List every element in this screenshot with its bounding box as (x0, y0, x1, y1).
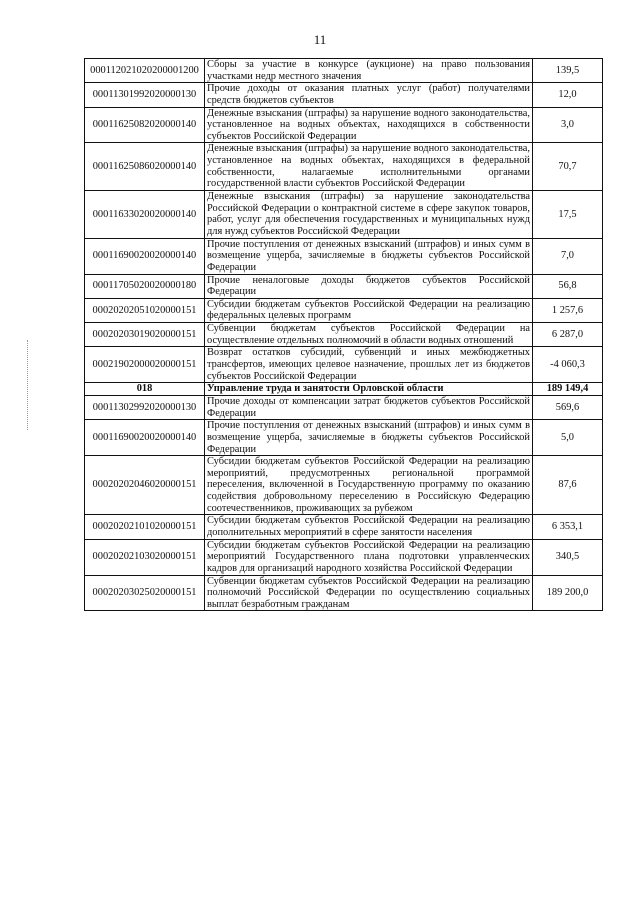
revenue-amount: 17,5 (533, 191, 603, 239)
table-row (85, 420, 603, 456)
revenue-description: Прочие доходы от оказания платных услуг (работ) получателями средств бюджетов субъектов (205, 83, 533, 107)
revenue-amount: 189 200,0 (533, 575, 603, 611)
revenue-amount: 56,8 (533, 274, 603, 298)
page-number: 11 (313, 32, 327, 47)
revenue-amount: 139,5 (533, 59, 603, 83)
revenue-description: Денежные взыскания (штрафы) за нарушение водного законодательства, установленное на водных объектах, находящихся в федеральной собственности, налагаемые исполнительными органами государственной власти субъектов Российской Федерации (205, 143, 533, 191)
revenue-description: Субсидии бюджетам субъектов Российской Федерации на реализацию федеральных целевых программ (205, 298, 533, 322)
table-row (85, 323, 603, 347)
revenue-amount: 569,6 (533, 395, 603, 419)
revenue-description: Прочие поступления от денежных взысканий (штрафов) и иных сумм в возмещение ущерба, зачисляемые в бюджеты субъектов Российской Федерации (205, 420, 533, 456)
revenue-description: Возврат остатков субсидий, субвенций и иных межбюджетных трансфертов, имеющих целевое назначение, прошлых лет из бюджетов субъектов Российской Федерации (205, 347, 533, 383)
revenue-amount: -4 060,3 (533, 347, 603, 383)
revenue-code: 00020203019020000151 (85, 323, 205, 347)
revenue-code: 000112021020200001200 (85, 59, 205, 83)
table-row (85, 191, 603, 239)
revenue-description: Прочие доходы от компенсации затрат бюджетов субъектов Российской Федерации (205, 395, 533, 419)
revenue-code: 00020202046020000151 (85, 456, 205, 515)
revenue-amount: 6 287,0 (533, 323, 603, 347)
revenue-code: 00011705020020000180 (85, 274, 205, 298)
revenue-description: Субсидии бюджетам субъектов Российской Федерации на реализацию дополнительных мероприятий в сфере занятости населения (205, 515, 533, 539)
revenue-amount: 1 257,6 (533, 298, 603, 322)
revenue-code: 00011690020020000140 (85, 238, 205, 274)
revenue-amount: 87,6 (533, 456, 603, 515)
revenue-description: Прочие неналоговые доходы бюджетов субъектов Российской Федерации (205, 274, 533, 298)
revenue-code: 00020202101020000151 (85, 515, 205, 539)
revenue-description: Сборы за участие в конкурсе (аукционе) на право пользования участками недр местного значения (205, 59, 533, 83)
revenue-description: Денежные взыскания (штрафы) за нарушение законодательства Российской Федерации о контрактной системе в сфере закупок товаров, работ, услуг для обеспечения государственных и муниципальных нужд для нужд субъектов Российской Федерации (205, 191, 533, 239)
revenue-description: Прочие поступления от денежных взысканий (штрафов) и иных сумм в возмещение ущерба, зачисляемые в бюджеты субъектов Российской Федерации (205, 238, 533, 274)
table-row (85, 274, 603, 298)
administrator-code: 018 (85, 383, 205, 396)
revenue-amount: 5,0 (533, 420, 603, 456)
revenue-description: Субвенции бюджетам субъектов Российской Федерации на реализацию полномочий Российской Федерации по осуществлению социальных выплат безработным гражданам (205, 575, 533, 611)
margin-scan-mark (27, 340, 29, 430)
revenue-code: 00011625082020000140 (85, 107, 205, 143)
section-header-row (85, 383, 603, 396)
revenue-code: 00011690020020000140 (85, 420, 205, 456)
revenue-description: Субсидии бюджетам субъектов Российской Федерации на реализацию мероприятий Государственного плана подготовки управленческих кадров для организаций народного хозяйства Российской Федерации (205, 539, 533, 575)
table-row (85, 539, 603, 575)
table-row (85, 575, 603, 611)
administrator-name: Управление труда и занятости Орловской области (205, 383, 533, 396)
revenue-description: Субвенции бюджетам субъектов Российской Федерации на осуществление отдельных полномочий в области водных отношений (205, 323, 533, 347)
table-row (85, 83, 603, 107)
table-row (85, 456, 603, 515)
revenue-amount: 7,0 (533, 238, 603, 274)
revenue-amount: 12,0 (533, 83, 603, 107)
table-row (85, 395, 603, 419)
revenue-description: Денежные взыскания (штрафы) за нарушение водного законодательства, установленное на водных объектах, находящихся в собственности субъектов Российской Федерации (205, 107, 533, 143)
table-row (85, 238, 603, 274)
revenue-code: 00020203025020000151 (85, 575, 205, 611)
revenue-table-body (85, 59, 603, 611)
table-row (85, 347, 603, 383)
revenue-amount: 6 353,1 (533, 515, 603, 539)
revenue-amount: 70,7 (533, 143, 603, 191)
revenue-code: 00021902000020000151 (85, 347, 205, 383)
revenue-code: 00020202051020000151 (85, 298, 205, 322)
revenue-code: 00011302992020000130 (85, 395, 205, 419)
table-row (85, 143, 603, 191)
revenue-code: 00020202103020000151 (85, 539, 205, 575)
revenue-code: 00011625086020000140 (85, 143, 205, 191)
table-row (85, 515, 603, 539)
revenue-description: Субсидии бюджетам субъектов Российской Федерации на реализацию мероприятий, предусмотренных региональной программой переселения, включенной в Государственную программу по оказанию содействия добровольному переселению в Российскую Федерацию соотечественников, проживающих за рубежом (205, 456, 533, 515)
revenue-table (84, 58, 603, 611)
table-row (85, 298, 603, 322)
revenue-amount: 3,0 (533, 107, 603, 143)
revenue-code: 00011301992020000130 (85, 83, 205, 107)
revenue-amount: 340,5 (533, 539, 603, 575)
revenue-code: 00011633020020000140 (85, 191, 205, 239)
table-row (85, 107, 603, 143)
administrator-total: 189 149,4 (533, 383, 603, 396)
table-row (85, 59, 603, 83)
